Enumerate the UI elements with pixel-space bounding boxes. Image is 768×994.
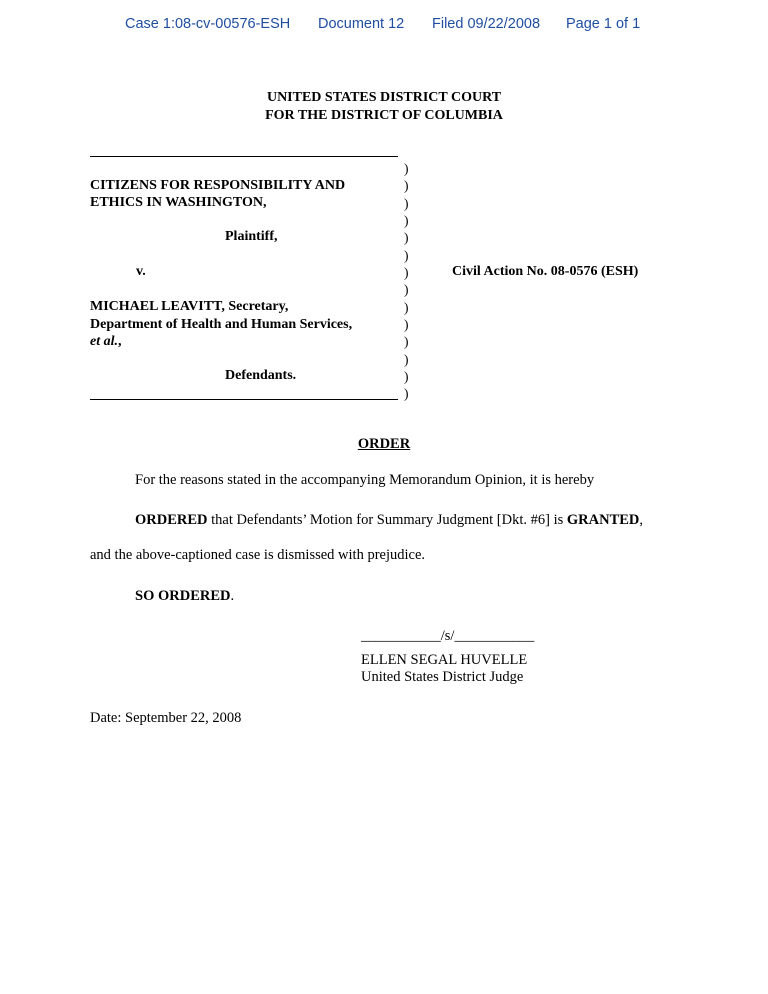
signature-line [361, 628, 534, 645]
signature-line-right: ___________ [454, 628, 535, 644]
caption-bottom-rule [90, 399, 398, 400]
defendant-et-al [90, 334, 122, 350]
et-al-text: et al. [90, 334, 118, 349]
paren: ) [404, 299, 409, 315]
court-name: UNITED STATES DISTRICT COURT [266, 90, 502, 105]
paren: ) [404, 265, 409, 281]
signature-mark: /s/ [440, 628, 455, 644]
court-heading [0, 89, 768, 125]
defendant-name-line2: Department of Health and Human Services, [90, 317, 353, 332]
paren: ) [404, 282, 409, 298]
granted-word: GRANTED [566, 512, 640, 528]
so-ordered [135, 588, 234, 605]
paren: ) [404, 213, 409, 229]
ordered-word: ORDERED [135, 512, 208, 528]
paren: ) [404, 334, 409, 350]
judge-name: ELLEN SEGAL HUVELLE [361, 652, 528, 668]
so-ordered-text: SO ORDERED [135, 588, 231, 604]
filing-header [0, 16, 768, 36]
signature-line-left: ___________ [361, 628, 441, 644]
paren: ) [404, 195, 409, 211]
filed-date: Filed 09/22/2008 [432, 16, 541, 32]
granted-comma: , [639, 512, 644, 528]
order-paragraph [135, 512, 643, 529]
paren: ) [404, 369, 409, 385]
et-al-comma: , [118, 334, 122, 349]
judge-title: United States District Judge [361, 669, 524, 685]
caption-top-rule [90, 156, 398, 157]
civil-action-number: Civil Action No. 08-0576 (ESH) [452, 264, 639, 279]
paren: ) [404, 317, 409, 333]
defendant-label: Defendants. [225, 368, 297, 383]
order-continuation: and the above-captioned case is dismissed with prejudice. [90, 547, 426, 563]
versus: v. [136, 264, 146, 279]
caption-parens [404, 160, 409, 403]
paren: ) [404, 230, 409, 246]
order-title-text: ORDER [357, 436, 411, 452]
order-intro: For the reasons stated in the accompanying Memorandum Opinion, it is hereby [135, 472, 595, 488]
plaintiff-label: Plaintiff, [225, 229, 278, 244]
order-title [0, 436, 768, 453]
order-date: Date: September 22, 2008 [90, 710, 242, 726]
court-district: FOR THE DISTRICT OF COLUMBIA [265, 108, 503, 123]
paren: ) [404, 161, 409, 176]
document-number: Document 12 [318, 16, 405, 32]
defendant-name-line1: MICHAEL LEAVITT, Secretary, [90, 299, 289, 314]
case-number: Case 1:08-cv-00576-ESH [125, 16, 291, 32]
plaintiff-name-line1: CITIZENS FOR RESPONSIBILITY AND [90, 178, 346, 193]
paren: ) [404, 351, 409, 367]
paren: ) [404, 247, 409, 263]
page-indicator: Page 1 of 1 [566, 16, 641, 32]
paren: ) [404, 178, 409, 194]
paren: ) [404, 386, 409, 402]
so-ordered-period: . [230, 588, 235, 604]
ordered-text: that Defendants’ Motion for Summary Judgment [Dkt. #6] is [207, 512, 567, 528]
plaintiff-name-line2: ETHICS IN WASHINGTON, [90, 195, 267, 210]
